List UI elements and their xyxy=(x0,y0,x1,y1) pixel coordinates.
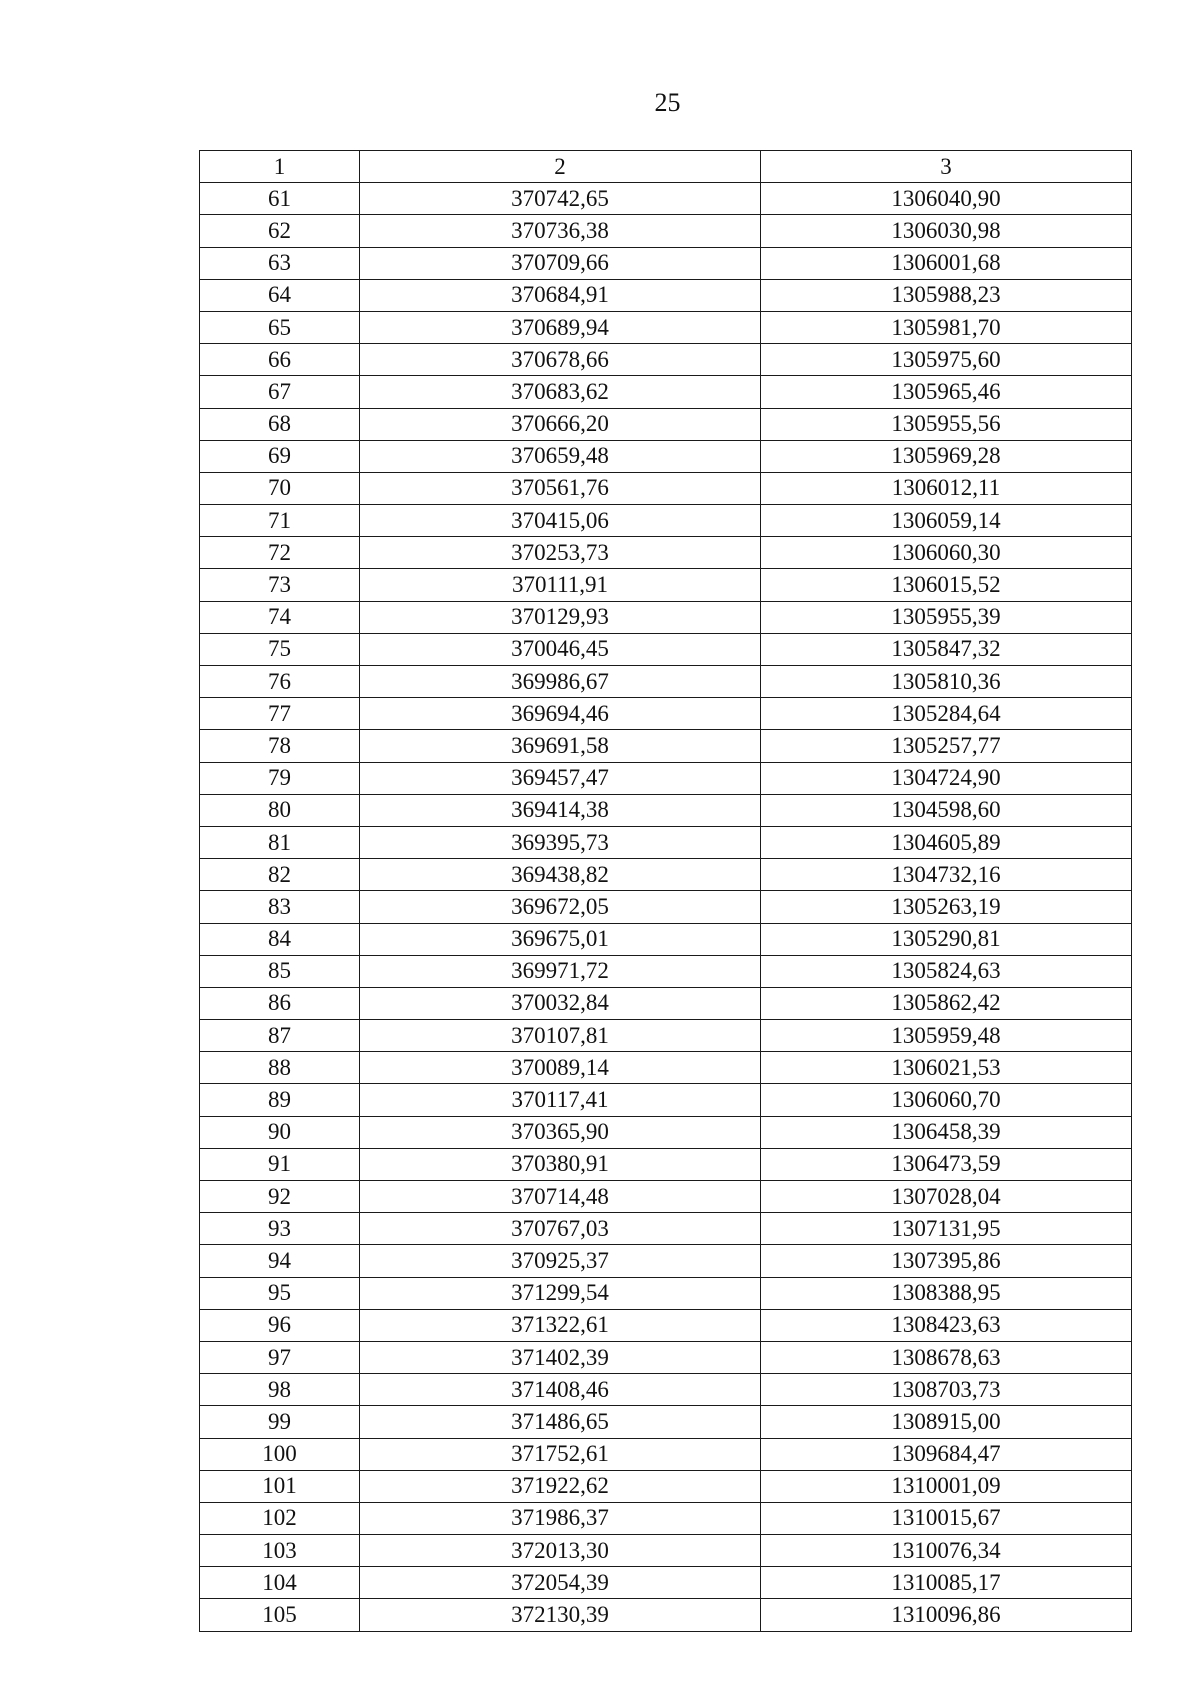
table-row xyxy=(200,955,1132,987)
coordinate-x-cell: 369438,82 xyxy=(360,859,761,891)
column-header-2: 2 xyxy=(360,151,761,183)
coordinate-x-cell: 369672,05 xyxy=(360,891,761,923)
point-number-cell: 72 xyxy=(200,537,360,569)
coordinate-x-cell: 369691,58 xyxy=(360,730,761,762)
table-row xyxy=(200,1245,1132,1277)
point-number-cell: 101 xyxy=(200,1470,360,1502)
point-number-cell: 100 xyxy=(200,1438,360,1470)
coordinate-x-cell: 370689,94 xyxy=(360,311,761,343)
point-number-cell: 83 xyxy=(200,891,360,923)
point-number-cell: 85 xyxy=(200,955,360,987)
coordinate-x-cell: 370925,37 xyxy=(360,1245,761,1277)
point-number-cell: 78 xyxy=(200,730,360,762)
point-number-cell: 98 xyxy=(200,1374,360,1406)
point-number-cell: 99 xyxy=(200,1406,360,1438)
point-number-cell: 76 xyxy=(200,666,360,698)
coordinate-y-cell: 1306015,52 xyxy=(761,569,1132,601)
coordinate-x-cell: 370666,20 xyxy=(360,408,761,440)
coordinate-y-cell: 1305955,39 xyxy=(761,601,1132,633)
point-number-cell: 88 xyxy=(200,1052,360,1084)
point-number-cell: 79 xyxy=(200,762,360,794)
point-number-cell: 75 xyxy=(200,633,360,665)
coordinate-x-cell: 371752,61 xyxy=(360,1438,761,1470)
coordinate-y-cell: 1306458,39 xyxy=(761,1116,1132,1148)
coordinates-table-body xyxy=(200,151,1132,1632)
coordinate-y-cell: 1310001,09 xyxy=(761,1470,1132,1502)
coordinate-x-cell: 370684,91 xyxy=(360,279,761,311)
table-row xyxy=(200,1277,1132,1309)
coordinate-x-cell: 370046,45 xyxy=(360,633,761,665)
coordinate-x-cell: 369457,47 xyxy=(360,762,761,794)
coordinate-y-cell: 1305290,81 xyxy=(761,923,1132,955)
point-number-cell: 93 xyxy=(200,1213,360,1245)
table-row xyxy=(200,1116,1132,1148)
point-number-cell: 81 xyxy=(200,826,360,858)
table-row xyxy=(200,215,1132,247)
coordinate-y-cell: 1304598,60 xyxy=(761,794,1132,826)
point-number-cell: 82 xyxy=(200,859,360,891)
table-row xyxy=(200,1341,1132,1373)
table-row xyxy=(200,1020,1132,1052)
point-number-cell: 86 xyxy=(200,987,360,1019)
coordinate-y-cell: 1308915,00 xyxy=(761,1406,1132,1438)
coordinate-y-cell: 1305975,60 xyxy=(761,344,1132,376)
coordinate-x-cell: 369395,73 xyxy=(360,826,761,858)
coordinate-x-cell: 370380,91 xyxy=(360,1148,761,1180)
coordinate-y-cell: 1306030,98 xyxy=(761,215,1132,247)
coordinate-y-cell: 1305862,42 xyxy=(761,987,1132,1019)
table-header-row xyxy=(200,151,1132,183)
point-number-cell: 71 xyxy=(200,505,360,537)
coordinate-x-cell: 370117,41 xyxy=(360,1084,761,1116)
coordinate-y-cell: 1307395,86 xyxy=(761,1245,1132,1277)
coordinate-x-cell: 370032,84 xyxy=(360,987,761,1019)
point-number-cell: 68 xyxy=(200,408,360,440)
table-row xyxy=(200,633,1132,665)
coordinate-x-cell: 371402,39 xyxy=(360,1341,761,1373)
point-number-cell: 63 xyxy=(200,247,360,279)
point-number-cell: 61 xyxy=(200,183,360,215)
coordinate-y-cell: 1306021,53 xyxy=(761,1052,1132,1084)
coordinate-y-cell: 1305847,32 xyxy=(761,633,1132,665)
coordinate-y-cell: 1309684,47 xyxy=(761,1438,1132,1470)
coordinate-y-cell: 1304732,16 xyxy=(761,859,1132,891)
table-row xyxy=(200,1374,1132,1406)
point-number-cell: 87 xyxy=(200,1020,360,1052)
point-number-cell: 92 xyxy=(200,1181,360,1213)
coordinate-x-cell: 370107,81 xyxy=(360,1020,761,1052)
table-row xyxy=(200,1599,1132,1631)
table-row xyxy=(200,601,1132,633)
coordinate-x-cell: 370561,76 xyxy=(360,472,761,504)
point-number-cell: 105 xyxy=(200,1599,360,1631)
point-number-cell: 69 xyxy=(200,440,360,472)
coordinate-y-cell: 1308678,63 xyxy=(761,1341,1132,1373)
table-row xyxy=(200,1567,1132,1599)
table-row xyxy=(200,1181,1132,1213)
table-row xyxy=(200,826,1132,858)
coordinate-x-cell: 370365,90 xyxy=(360,1116,761,1148)
coordinate-y-cell: 1306001,68 xyxy=(761,247,1132,279)
table-row xyxy=(200,987,1132,1019)
point-number-cell: 73 xyxy=(200,569,360,601)
table-row xyxy=(200,1535,1132,1567)
table-row xyxy=(200,247,1132,279)
point-number-cell: 90 xyxy=(200,1116,360,1148)
coordinate-y-cell: 1306040,90 xyxy=(761,183,1132,215)
coordinate-y-cell: 1305263,19 xyxy=(761,891,1132,923)
point-number-cell: 66 xyxy=(200,344,360,376)
coordinate-x-cell: 371986,37 xyxy=(360,1502,761,1534)
table-row xyxy=(200,408,1132,440)
table-row xyxy=(200,440,1132,472)
point-number-cell: 67 xyxy=(200,376,360,408)
coordinate-y-cell: 1305824,63 xyxy=(761,955,1132,987)
table-row xyxy=(200,1470,1132,1502)
coordinate-y-cell: 1306473,59 xyxy=(761,1148,1132,1180)
coordinate-x-cell: 370767,03 xyxy=(360,1213,761,1245)
coordinate-x-cell: 372054,39 xyxy=(360,1567,761,1599)
coordinates-table xyxy=(199,150,1132,1632)
point-number-cell: 97 xyxy=(200,1341,360,1373)
point-number-cell: 65 xyxy=(200,311,360,343)
coordinate-x-cell: 369971,72 xyxy=(360,955,761,987)
coordinate-x-cell: 370659,48 xyxy=(360,440,761,472)
table-row xyxy=(200,891,1132,923)
coordinate-x-cell: 369414,38 xyxy=(360,794,761,826)
coordinate-y-cell: 1304605,89 xyxy=(761,826,1132,858)
coordinate-x-cell: 371408,46 xyxy=(360,1374,761,1406)
coordinate-y-cell: 1310015,67 xyxy=(761,1502,1132,1534)
table-row xyxy=(200,794,1132,826)
point-number-cell: 94 xyxy=(200,1245,360,1277)
coordinate-y-cell: 1308388,95 xyxy=(761,1277,1132,1309)
coordinate-x-cell: 370683,62 xyxy=(360,376,761,408)
column-header-3: 3 xyxy=(761,151,1132,183)
coordinate-y-cell: 1307028,04 xyxy=(761,1181,1132,1213)
coordinate-y-cell: 1306060,30 xyxy=(761,537,1132,569)
point-number-cell: 103 xyxy=(200,1535,360,1567)
table-row xyxy=(200,376,1132,408)
table-row xyxy=(200,1502,1132,1534)
coordinate-x-cell: 371486,65 xyxy=(360,1406,761,1438)
coordinate-x-cell: 369694,46 xyxy=(360,698,761,730)
table-row xyxy=(200,472,1132,504)
table-row xyxy=(200,1148,1132,1180)
coordinate-x-cell: 371322,61 xyxy=(360,1309,761,1341)
table-row xyxy=(200,666,1132,698)
coordinate-y-cell: 1306060,70 xyxy=(761,1084,1132,1116)
coordinate-x-cell: 369675,01 xyxy=(360,923,761,955)
coordinate-y-cell: 1310076,34 xyxy=(761,1535,1132,1567)
table-row xyxy=(200,569,1132,601)
coordinate-x-cell: 371299,54 xyxy=(360,1277,761,1309)
coordinate-y-cell: 1306059,14 xyxy=(761,505,1132,537)
table-row xyxy=(200,505,1132,537)
coordinate-y-cell: 1305959,48 xyxy=(761,1020,1132,1052)
table-row xyxy=(200,1438,1132,1470)
coordinate-x-cell: 370742,65 xyxy=(360,183,761,215)
point-number-cell: 62 xyxy=(200,215,360,247)
point-number-cell: 89 xyxy=(200,1084,360,1116)
page-number: 25 xyxy=(654,88,681,117)
coordinate-x-cell: 370736,38 xyxy=(360,215,761,247)
coordinate-x-cell: 372013,30 xyxy=(360,1535,761,1567)
coordinate-y-cell: 1305284,64 xyxy=(761,698,1132,730)
table-row xyxy=(200,1406,1132,1438)
table-row xyxy=(200,311,1132,343)
coordinate-y-cell: 1306012,11 xyxy=(761,472,1132,504)
coordinate-y-cell: 1308423,63 xyxy=(761,1309,1132,1341)
point-number-cell: 84 xyxy=(200,923,360,955)
point-number-cell: 96 xyxy=(200,1309,360,1341)
table-row xyxy=(200,730,1132,762)
coordinate-y-cell: 1305955,56 xyxy=(761,408,1132,440)
coordinate-x-cell: 372130,39 xyxy=(360,1599,761,1631)
coordinate-y-cell: 1304724,90 xyxy=(761,762,1132,794)
coordinate-y-cell: 1308703,73 xyxy=(761,1374,1132,1406)
table-row xyxy=(200,698,1132,730)
coordinate-x-cell: 370111,91 xyxy=(360,569,761,601)
table-row xyxy=(200,1213,1132,1245)
point-number-cell: 77 xyxy=(200,698,360,730)
table-row xyxy=(200,279,1132,311)
coordinate-x-cell: 370253,73 xyxy=(360,537,761,569)
point-number-cell: 95 xyxy=(200,1277,360,1309)
coordinate-y-cell: 1305988,23 xyxy=(761,279,1132,311)
table-row xyxy=(200,859,1132,891)
coordinate-x-cell: 369986,67 xyxy=(360,666,761,698)
coordinate-y-cell: 1305965,46 xyxy=(761,376,1132,408)
table-row xyxy=(200,344,1132,376)
table-row xyxy=(200,1052,1132,1084)
table-row xyxy=(200,1309,1132,1341)
point-number-cell: 91 xyxy=(200,1148,360,1180)
point-number-cell: 80 xyxy=(200,794,360,826)
coordinate-x-cell: 370129,93 xyxy=(360,601,761,633)
table-row xyxy=(200,1084,1132,1116)
column-header-1: 1 xyxy=(200,151,360,183)
coordinate-y-cell: 1305969,28 xyxy=(761,440,1132,472)
coordinate-x-cell: 370709,66 xyxy=(360,247,761,279)
coordinate-y-cell: 1305257,77 xyxy=(761,730,1132,762)
coordinate-x-cell: 370089,14 xyxy=(360,1052,761,1084)
coordinate-y-cell: 1310085,17 xyxy=(761,1567,1132,1599)
coordinate-y-cell: 1310096,86 xyxy=(761,1599,1132,1631)
coordinate-x-cell: 371922,62 xyxy=(360,1470,761,1502)
point-number-cell: 104 xyxy=(200,1567,360,1599)
table-row xyxy=(200,923,1132,955)
point-number-cell: 102 xyxy=(200,1502,360,1534)
point-number-cell: 64 xyxy=(200,279,360,311)
coordinate-y-cell: 1307131,95 xyxy=(761,1213,1132,1245)
table-row xyxy=(200,537,1132,569)
coordinate-y-cell: 1305810,36 xyxy=(761,666,1132,698)
point-number-cell: 70 xyxy=(200,472,360,504)
coordinate-x-cell: 370714,48 xyxy=(360,1181,761,1213)
table-row xyxy=(200,762,1132,794)
coordinate-x-cell: 370678,66 xyxy=(360,344,761,376)
table-row xyxy=(200,183,1132,215)
point-number-cell: 74 xyxy=(200,601,360,633)
coordinate-y-cell: 1305981,70 xyxy=(761,311,1132,343)
coordinate-x-cell: 370415,06 xyxy=(360,505,761,537)
